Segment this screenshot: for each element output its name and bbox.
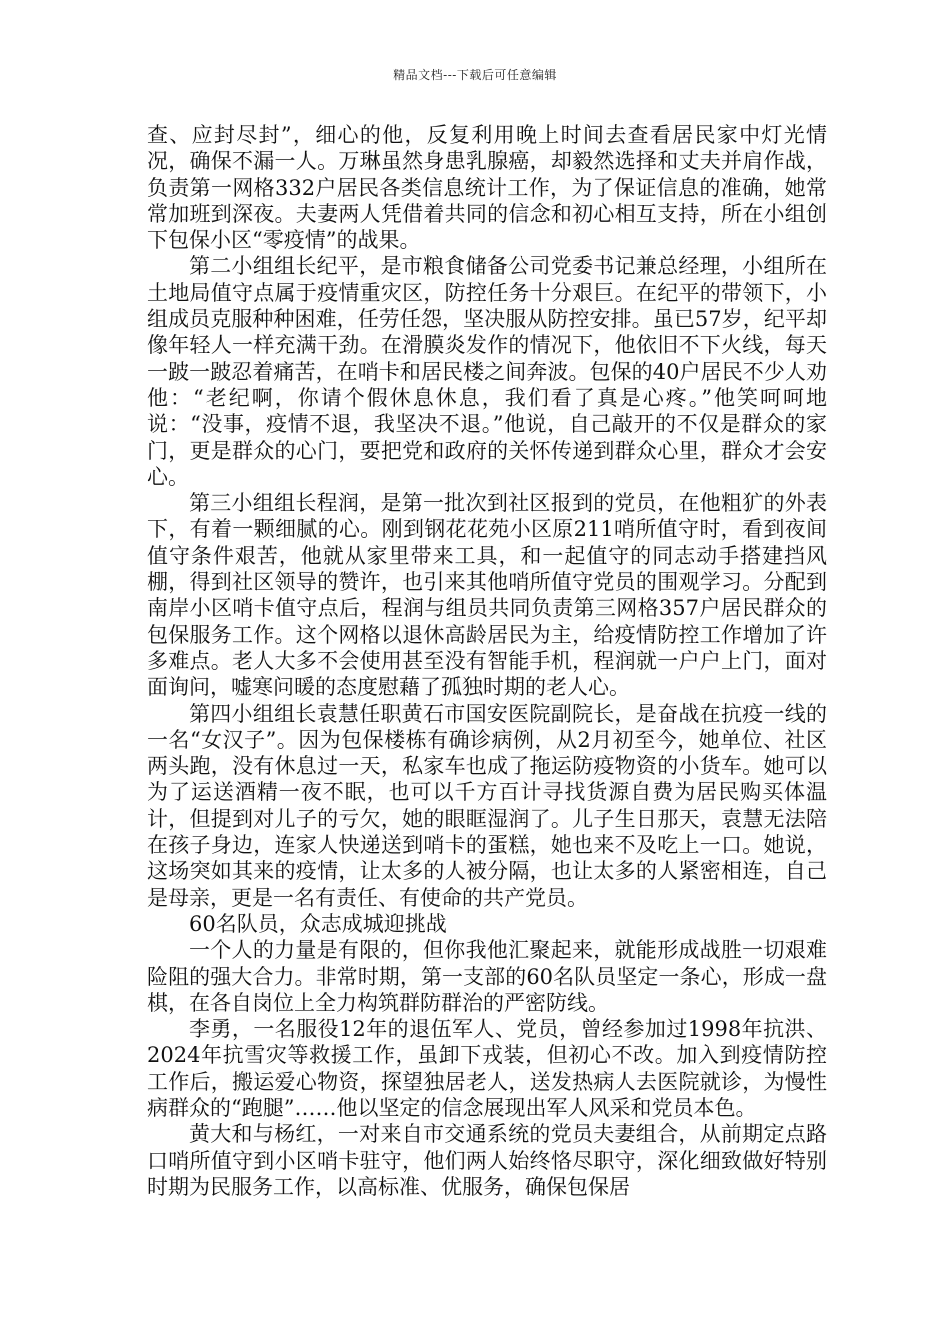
paragraph: 查、应封尽封”，细心的他，反复利用晚上时间去查看居民家中灯光情况，确保不漏一人。万琳虽然身患乳腺癌，却毅然选择和丈夫并肩作战，负责第一网格332户居民各类信息统计工作，为了保证信息的准确，她常常加班到深夜。夫妻两人凭借着共同的信念和初心相互支持，所在小组创下包保小区“零疫情”的战果。 xyxy=(147,123,827,253)
page-header: 精品文档---下载后可任意编辑 xyxy=(393,68,557,82)
paragraph: 第四小组组长袁慧任职黄石市国安医院副院长，是奋战在抗疫一线的一名“女汉子”。因为包保楼栋有确诊病例，从2月初至今，她单位、社区两头跑，没有休息过一天，私家车也成了拖运防疫物资的小货车。她可以为了运送酒精一夜不眠，也可以千方百计寻找货源自费为居民购买体温计，但提到对儿子的亏欠，她的眼眶湿润了。儿子生日那天，袁慧无法陪在孩子身边，连家人快递送到哨卡的蛋糕，她也来不及吃上一口。她说，这场突如其来的疫情，让太多的人被分隔，也让太多的人紧密相连，自己是母亲，更是一名有责任、有使命的共产党员。 xyxy=(147,701,827,910)
document-body xyxy=(147,122,827,1200)
section-heading: 60名队员，众志成城迎挑战 xyxy=(189,911,447,936)
paragraph: 黄大和与杨红，一对来自市交通系统的党员夫妻组合，从前期定点路口哨所值守到小区哨卡驻守，他们两人始终恪尽职守，深化细致做好特别时期为民服务工作，以高标准、优服务，确保包保居 xyxy=(147,1122,827,1199)
paragraph: 李勇，一名服役12年的退伍军人、党员，曾经参加过1998年抗洪、2024年抗雪灾等救援工作，虽卸下戎装，但初心不改。加入到疫情防控工作后，搬运爱心物资，探望独居老人，送发热病人去医院就诊，为慢性病群众的“跑腿”……他以坚定的信念展现出军人风采和党员本色。 xyxy=(147,1017,827,1120)
paragraph: 第三小组组长程润，是第一批次到社区报到的党员，在他粗犷的外表下，有着一颗细腻的心。刚到钢花花苑小区原211哨所值守时，看到夜间值守条件艰苦，他就从家里带来工具，和一起值守的同志动手搭建挡风棚，得到社区领导的赞许，也引来其他哨所值守党员的围观学习。分配到南岸小区哨卡值守点后，程润与组员共同负责第三网格357户居民群众的包保服务工作。这个网格以退休高龄居民为主，给疫情防控工作增加了许多难点。老人大多不会使用甚至没有智能手机，程润就一户户上门，面对面询问，嘘寒问暖的态度慰藉了孤独时期的老人心。 xyxy=(147,491,827,700)
paragraph: 第二小组组长纪平，是市粮食储备公司党委书记兼总经理，小组所在土地局值守点属于疫情重灾区，防控任务十分艰巨。在纪平的带领下，小组成员克服种种困难，任劳任怨，坚决服从防控安排。虽已57岁，纪平却像年轻人一样充满干劲。在滑膜炎发作的情况下，他依旧不下火线，每天一跛一跛忍着痛苦，在哨卡和居民楼之间奔波。包保的40户居民不少人劝他：“老纪啊，你请个假休息休息，我们看了真是心疼。”他笑呵呵地说：“没事，疫情不退，我坚决不退。”他说，自己敲开的不仅是群众的家门，更是群众的心门，要把党和政府的关怀传递到群众心里，群众才会安心。 xyxy=(147,254,827,489)
paragraph: 一个人的力量是有限的，但你我他汇聚起来，就能形成战胜一切艰难险阻的强大合力。非常时期，第一支部的60名队员坚定一条心，形成一盘棋，在各自岗位上全力构筑群防群治的严密防线。 xyxy=(147,938,827,1015)
